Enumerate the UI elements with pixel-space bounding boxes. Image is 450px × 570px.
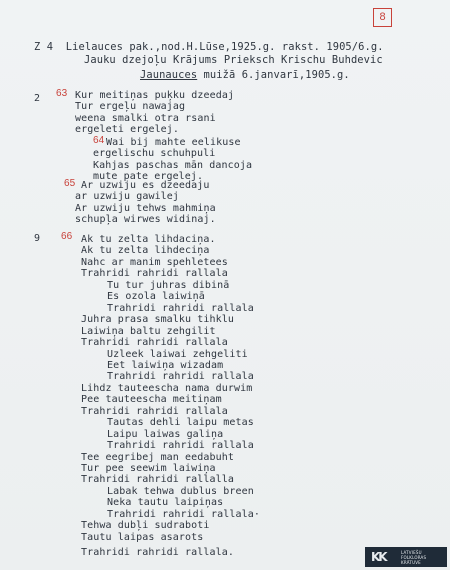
header-place-underlined: Jaunauces: [140, 69, 198, 81]
verse-line: Trahridi rahridi rallala: [107, 371, 254, 383]
verse-line: Trahridi rahridi rallala: [81, 268, 228, 280]
verse-line: Ar uzwiju tehws mahmiņa: [75, 202, 216, 214]
verse-line: Juhra prasa smalku tihklu: [81, 314, 235, 326]
verse-line: Kur meitiņas puķku dzeedaj: [75, 90, 235, 101]
header-date: muižā 6.janvarī,1905.g.: [197, 69, 350, 81]
song1-stanza-number: 63: [56, 88, 68, 99]
verse-line: Eet laiwiņa wizadam: [107, 359, 224, 371]
verse-line: Ak tu zelta lihdeciņa: [81, 245, 210, 257]
verse-line: Trahridi rahridi rallala·: [107, 508, 261, 520]
verse-line: Trahridi rahridi rallala: [81, 405, 228, 417]
archive-logo: [365, 547, 447, 567]
verse-line: Trahridi rahridi rallala.: [81, 547, 235, 559]
verse-line: Trahridi rahridi rallalla: [81, 474, 235, 486]
verse-line: Neka tautu laipiņas: [107, 497, 224, 509]
verse-line: Tautu laipas asarots: [81, 531, 204, 543]
verse-line: Tehwa dubļi sudraboti: [81, 520, 210, 532]
song1-stanza-number: 64: [93, 135, 105, 146]
logo-line-1: LATVIEŠU: [401, 549, 422, 555]
song2-margin-number: 9: [34, 233, 41, 244]
song1-stanza-number: 65: [64, 178, 76, 189]
verse-line: Es ozola laiwiņā: [107, 291, 205, 303]
verse-line: Kahjas paschas mān dancoja: [93, 159, 253, 171]
verse-line: Trahridi rahridi rallala: [81, 337, 228, 349]
logo-line-3: KRĀTUVE: [401, 559, 421, 565]
verse-line: ar uzwiju gawilej: [75, 191, 180, 203]
header-line-3: [140, 69, 350, 81]
archive-logo-mark: KK: [371, 550, 386, 564]
verse-line: Pee tauteescha meitiņam: [81, 394, 222, 406]
verse-line: mute pate ergelej.: [93, 170, 204, 182]
verse-line: schupļa wirwes widinaj.: [75, 213, 216, 225]
logo-line-2: FOLKLORAS: [401, 554, 427, 560]
verse-line: Trahridi rahridi rallala: [107, 440, 254, 452]
verse-line: Labak tehwa dublus breen: [107, 485, 254, 497]
verse-line: Wai bij mahte eelikuse: [106, 137, 241, 148]
verse-line: Laipu laiwas galiņa: [107, 428, 224, 440]
verse-line: Tu tur juhras dibinā: [107, 279, 230, 291]
verse-line: ergelischu schuhpuli: [93, 148, 216, 160]
verse-line: Tautas dehli laipu metas: [107, 417, 254, 429]
header-line-2: Jauku dzejoļu Krājums Prieksch Krischu Buhdevic: [84, 54, 383, 66]
page-number-box: 8: [373, 8, 392, 27]
verse-line: Ar uzwiju es dzeedaju: [81, 180, 210, 191]
verse-line: Tur ergeļu nawajag: [75, 101, 186, 113]
verse-line: Tur pee seewim laiwiņa: [81, 463, 216, 474]
header-line-1: Z 4 Lielauces pak.,nod.H.Lūse,1925.g. rakst. 1905/6.g.: [34, 41, 384, 53]
verse-line: Lihdz tauteescha nama durwim: [81, 382, 253, 394]
verse-line: Tee eegribej man eedabuht: [81, 451, 235, 463]
verse-line: Trahridi rahridi rallala: [107, 302, 254, 314]
verse-line: Uzleek laiwai zehgeliti: [107, 348, 248, 360]
song1-margin-number: 2: [34, 93, 41, 104]
verse-line: Ak tu zelta lihdaciņa.: [81, 234, 216, 245]
verse-line: weena smalki otra rsani: [75, 112, 216, 124]
verse-line: Laiwiņa baltu zehgilit: [81, 325, 216, 337]
song2-annotation-number: 66: [61, 231, 73, 242]
archive-logo-text: [401, 550, 426, 565]
verse-line: ergeleti ergelej.: [75, 123, 180, 135]
verse-line: Nahc ar manim spehletees: [81, 256, 228, 268]
